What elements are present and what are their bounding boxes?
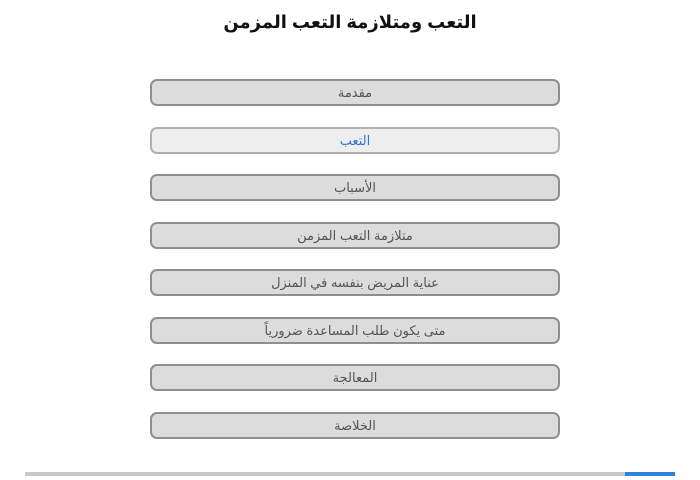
menu-item-home-self-care[interactable]: عناية المريض بنفسه في المنزل: [150, 269, 560, 296]
menu-item-introduction[interactable]: مقدمة: [150, 79, 560, 106]
page-title: التعب ومتلازمة التعب المزمن: [223, 12, 477, 32]
menu-item-causes[interactable]: الأسباب: [150, 174, 560, 201]
menu-item-summary[interactable]: الخلاصة: [150, 412, 560, 439]
menu-item-when-to-seek-help[interactable]: متى يكون طلب المساعدة ضرورياً: [150, 317, 560, 344]
chapter-menu: [150, 79, 560, 459]
menu-item-treatment[interactable]: المعالجة: [150, 364, 560, 391]
progress-bar: [25, 472, 675, 476]
menu-item-fatigue[interactable]: التعب: [150, 127, 560, 154]
menu-item-chronic-fatigue-syndrome[interactable]: متلازمة التعب المزمن: [150, 222, 560, 249]
progress-bar-fill: [625, 472, 675, 476]
